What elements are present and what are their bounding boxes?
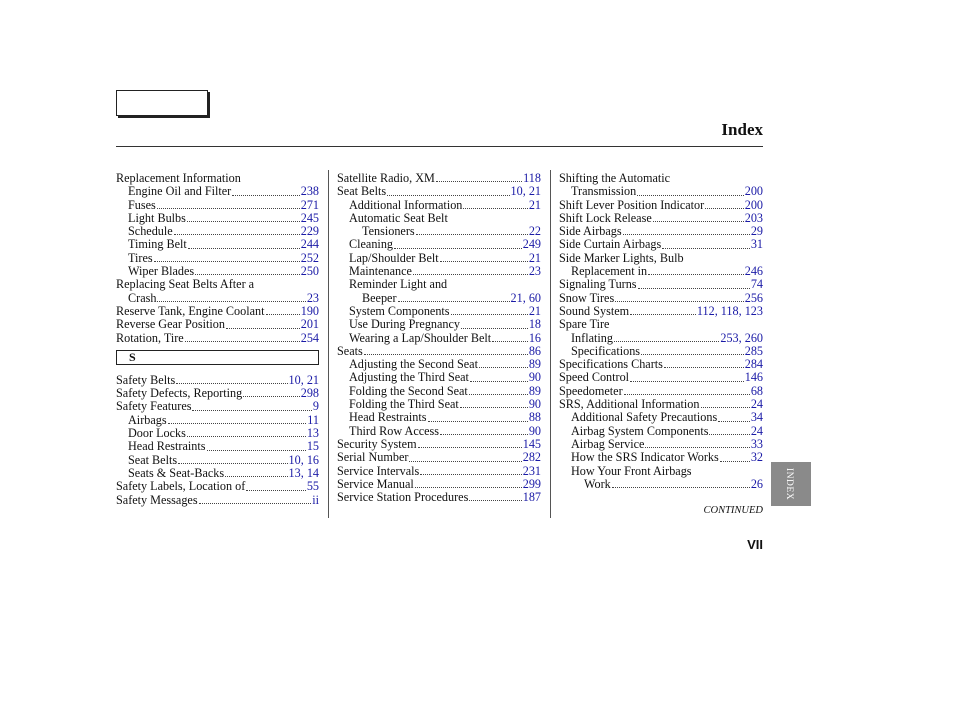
page-reference-link[interactable]: 18 bbox=[528, 317, 541, 332]
index-entry bbox=[337, 491, 541, 504]
page-reference-link[interactable]: 34 bbox=[750, 410, 763, 425]
index-entry bbox=[559, 185, 763, 198]
index-entry-label: Schedule bbox=[128, 224, 173, 239]
dot-leader bbox=[226, 319, 300, 329]
dot-leader bbox=[225, 467, 287, 477]
dot-leader bbox=[720, 452, 750, 462]
index-entry bbox=[337, 371, 541, 384]
index-entry-label: Airbags bbox=[128, 412, 167, 427]
dot-leader bbox=[630, 305, 696, 315]
dot-leader bbox=[469, 491, 521, 501]
index-entry-label: Airbag System Components bbox=[571, 423, 709, 438]
dot-leader bbox=[418, 438, 522, 448]
page-reference-link[interactable]: 26 bbox=[750, 476, 763, 491]
dot-leader bbox=[187, 427, 306, 437]
dot-leader bbox=[199, 494, 312, 504]
index-entry bbox=[116, 318, 319, 331]
index-entry-label: Reverse Gear Position bbox=[116, 317, 225, 332]
page-reference-link[interactable]: 15 bbox=[306, 439, 319, 454]
index-entry bbox=[337, 345, 541, 358]
index-entry-label: Snow Tires bbox=[559, 290, 615, 305]
index-entry bbox=[116, 440, 319, 453]
page-reference-link[interactable]: 284 bbox=[744, 357, 763, 372]
dot-leader bbox=[662, 239, 750, 249]
dot-leader bbox=[440, 425, 528, 435]
index-entry-label: System Components bbox=[349, 303, 450, 318]
index-entry-label: Folding the Second Seat bbox=[349, 383, 468, 398]
index-entry bbox=[337, 438, 541, 451]
index-entry bbox=[559, 411, 763, 424]
index-entry-label: Service Manual bbox=[337, 476, 414, 491]
index-entry-label: Speed Control bbox=[559, 370, 630, 385]
column-divider bbox=[550, 170, 551, 518]
index-entry-label: Shifting the Automatic bbox=[559, 171, 671, 185]
index-entry-label: Safety Features bbox=[116, 399, 192, 414]
index-entry bbox=[559, 358, 763, 371]
dot-leader bbox=[195, 265, 300, 275]
dot-leader bbox=[420, 465, 521, 475]
index-entry bbox=[337, 358, 541, 371]
index-entry-label: Safety Defects, Reporting bbox=[116, 386, 243, 401]
index-entry bbox=[337, 411, 541, 424]
dot-leader bbox=[436, 172, 522, 182]
dot-leader bbox=[451, 305, 528, 315]
index-entry-label: Third Row Access bbox=[349, 423, 440, 438]
index-entry-label: Specifications Charts bbox=[559, 357, 663, 372]
index-entry bbox=[116, 278, 319, 291]
dot-leader bbox=[398, 292, 510, 302]
page-reference-link[interactable]: 24 bbox=[750, 423, 763, 438]
index-entry-label: Tensioners bbox=[362, 224, 415, 239]
index-entry bbox=[116, 265, 319, 278]
index-entry bbox=[559, 278, 763, 291]
index-entry-label: Use During Pregnancy bbox=[349, 317, 461, 332]
index-entry bbox=[116, 199, 319, 212]
dot-leader bbox=[630, 372, 744, 382]
index-entry bbox=[116, 414, 319, 427]
index-entry bbox=[116, 305, 319, 318]
index-entry bbox=[337, 238, 541, 251]
continued-note: CONTINUED bbox=[703, 505, 763, 516]
dot-leader bbox=[188, 239, 300, 249]
index-entry-label: How Your Front Airbags bbox=[571, 463, 692, 478]
dot-leader bbox=[232, 186, 299, 196]
page-reference-link[interactable]: 90 bbox=[528, 397, 541, 412]
index-entry bbox=[337, 332, 541, 345]
index-entry-label: Side Marker Lights, Bulb bbox=[559, 250, 684, 265]
dot-leader bbox=[612, 478, 750, 488]
index-entry-label: Head Restraints bbox=[349, 410, 427, 425]
dot-leader bbox=[701, 398, 750, 408]
dot-leader bbox=[469, 385, 528, 395]
index-entry bbox=[559, 212, 763, 225]
index-entry bbox=[116, 332, 319, 345]
index-entry-label: Adjusting the Third Seat bbox=[349, 370, 469, 385]
page-reference-link[interactable]: 11 bbox=[307, 412, 319, 427]
column-divider bbox=[328, 170, 329, 518]
page-reference-link[interactable]: 31 bbox=[750, 237, 763, 252]
index-entry bbox=[337, 185, 541, 198]
index-entry bbox=[559, 238, 763, 251]
page-reference-link[interactable]: 23 bbox=[528, 264, 541, 279]
page-reference-link[interactable]: 21 bbox=[528, 197, 541, 212]
title-rule bbox=[116, 146, 763, 147]
index-entry-label: Side Curtain Airbags bbox=[559, 237, 662, 252]
index-side-tab-label: INDEX bbox=[784, 468, 794, 501]
page-reference-link[interactable]: ii bbox=[312, 492, 319, 507]
index-entry-label: Fuses bbox=[128, 197, 156, 212]
page-reference-link[interactable]: 23 bbox=[306, 290, 319, 305]
page-reference-link[interactable]: 285 bbox=[744, 343, 763, 358]
dot-leader bbox=[492, 332, 528, 342]
page-reference-link[interactable]: 246 bbox=[744, 264, 763, 279]
page-reference-link[interactable]: 13, 14 bbox=[288, 465, 319, 480]
dot-leader bbox=[664, 358, 744, 368]
dot-leader bbox=[615, 292, 744, 302]
index-entry bbox=[559, 345, 763, 358]
page-reference-link[interactable]: 33 bbox=[750, 436, 763, 451]
index-entry bbox=[116, 374, 319, 387]
page-reference-link[interactable]: 16 bbox=[528, 330, 541, 345]
page-reference-link[interactable]: 254 bbox=[300, 330, 319, 345]
page-reference-link[interactable]: 74 bbox=[750, 277, 763, 292]
index-entry bbox=[559, 478, 763, 491]
index-entry-label: SRS, Additional Information bbox=[559, 397, 700, 412]
index-entry bbox=[559, 292, 763, 305]
index-entry bbox=[559, 371, 763, 384]
page-reference-link[interactable]: 238 bbox=[300, 184, 319, 199]
dot-leader bbox=[176, 374, 287, 384]
index-entry-label: Beeper bbox=[362, 290, 397, 305]
dot-leader bbox=[154, 252, 300, 262]
dot-leader bbox=[246, 481, 306, 491]
index-entry-label: Airbag Service bbox=[571, 436, 645, 451]
index-entry-label: How the SRS Indicator Works bbox=[571, 450, 719, 465]
index-side-tab[interactable] bbox=[771, 462, 811, 506]
index-entry bbox=[116, 467, 319, 480]
dot-leader bbox=[174, 225, 300, 235]
page-reference-link[interactable]: 271 bbox=[300, 197, 319, 212]
index-entry-label: Adjusting the Second Seat bbox=[349, 357, 478, 372]
index-column-3 bbox=[559, 172, 763, 491]
dot-leader bbox=[266, 305, 300, 315]
dot-leader bbox=[157, 292, 305, 302]
page-reference-link[interactable]: 89 bbox=[528, 383, 541, 398]
index-entry bbox=[337, 478, 541, 491]
index-entry-label: Service Station Procedures bbox=[337, 490, 469, 505]
page-title: Index bbox=[721, 120, 763, 139]
dot-leader bbox=[187, 212, 300, 222]
page-reference-link[interactable]: 299 bbox=[522, 476, 541, 491]
index-entry-label: Replacement Information bbox=[116, 171, 241, 185]
index-entry-label: Reserve Tank, Engine Coolant bbox=[116, 303, 265, 318]
page-reference-link[interactable]: 10, 21 bbox=[510, 184, 541, 199]
index-entry bbox=[337, 252, 541, 265]
index-entry-label: Automatic Seat Belt bbox=[349, 210, 448, 225]
index-entry bbox=[116, 480, 319, 493]
index-entry bbox=[337, 398, 541, 411]
index-entry-label: Seat Belts bbox=[337, 184, 387, 199]
dot-leader bbox=[614, 332, 719, 342]
page-reference-link[interactable]: 145 bbox=[522, 436, 541, 451]
page-reference-link[interactable]: 86 bbox=[528, 343, 541, 358]
dot-leader bbox=[637, 186, 743, 196]
dot-leader bbox=[624, 385, 750, 395]
dot-leader bbox=[428, 412, 528, 422]
page-reference-link[interactable]: 112, 118, 123 bbox=[696, 303, 763, 318]
index-entry-label: Safety Labels, Location of bbox=[116, 479, 246, 494]
index-entry-label: Additional Safety Precautions bbox=[571, 410, 718, 425]
page-reference-link[interactable]: 118 bbox=[523, 171, 541, 185]
index-entry bbox=[337, 212, 541, 225]
index-entry-label: Light Bulbs bbox=[128, 210, 186, 225]
dot-leader bbox=[413, 265, 528, 275]
dot-leader bbox=[364, 345, 528, 355]
index-entry-label: Satellite Radio, XM bbox=[337, 171, 435, 185]
index-entry-label: Spare Tire bbox=[559, 317, 610, 332]
index-entry-label: Maintenance bbox=[349, 264, 412, 279]
index-entry-label: Additional Information bbox=[349, 197, 463, 212]
page-reference-link[interactable]: 90 bbox=[528, 370, 541, 385]
page-reference-link[interactable]: 200 bbox=[744, 184, 763, 199]
dot-leader bbox=[243, 387, 299, 397]
page-reference-link[interactable]: 13 bbox=[306, 426, 319, 441]
page-reference-link[interactable]: 90 bbox=[528, 423, 541, 438]
page-reference-link[interactable]: 10, 16 bbox=[288, 452, 319, 467]
index-entry bbox=[337, 305, 541, 318]
index-entry bbox=[116, 400, 319, 413]
index-entry bbox=[559, 199, 763, 212]
page-reference-link[interactable]: 201 bbox=[300, 317, 319, 332]
dot-leader bbox=[623, 225, 750, 235]
index-entry-label: Service Intervals bbox=[337, 463, 420, 478]
index-entry-label: Seats bbox=[337, 343, 363, 358]
index-entry bbox=[337, 225, 541, 238]
index-entry-label: Seat Belts bbox=[128, 452, 178, 467]
index-entry bbox=[337, 318, 541, 331]
index-entry-label: Timing Belt bbox=[128, 237, 187, 252]
page-reference-link[interactable]: 89 bbox=[528, 357, 541, 372]
dot-leader bbox=[394, 239, 522, 249]
page-reference-link[interactable]: 24 bbox=[750, 397, 763, 412]
page-reference-link[interactable]: 21 bbox=[528, 250, 541, 265]
index-entry bbox=[559, 318, 763, 331]
dot-leader bbox=[705, 199, 744, 209]
index-entry bbox=[116, 494, 319, 507]
index-entry bbox=[116, 387, 319, 400]
index-entry-label: Tires bbox=[128, 250, 153, 265]
index-entry-label: Work bbox=[584, 476, 611, 491]
index-entry bbox=[337, 199, 541, 212]
page-reference-link[interactable]: 146 bbox=[744, 370, 763, 385]
dot-leader bbox=[641, 345, 744, 355]
index-entry bbox=[559, 385, 763, 398]
index-entry bbox=[116, 292, 319, 305]
index-entry bbox=[116, 454, 319, 467]
page-number: VII bbox=[747, 537, 763, 552]
index-entry bbox=[337, 425, 541, 438]
dot-leader bbox=[207, 441, 306, 451]
dot-leader bbox=[718, 412, 750, 422]
dot-leader bbox=[192, 401, 311, 411]
index-entry bbox=[337, 172, 541, 185]
index-entry bbox=[116, 172, 319, 185]
index-entry-label: Head Restraints bbox=[128, 439, 206, 454]
index-entry-label: Security System bbox=[337, 436, 417, 451]
index-entry-label: Shift Lock Release bbox=[559, 210, 652, 225]
index-entry-label: Reminder Light and bbox=[349, 277, 448, 292]
index-entry bbox=[337, 278, 541, 291]
page-reference-link[interactable]: 200 bbox=[744, 197, 763, 212]
index-entry bbox=[559, 398, 763, 411]
page-reference-link[interactable]: 250 bbox=[300, 264, 319, 279]
index-entry bbox=[559, 451, 763, 464]
index-entry bbox=[116, 238, 319, 251]
page-reference-link[interactable]: 252 bbox=[300, 250, 319, 265]
page-reference-link[interactable]: 229 bbox=[300, 224, 319, 239]
index-entry bbox=[559, 252, 763, 265]
index-entry bbox=[337, 385, 541, 398]
index-entry-label: Engine Oil and Filter bbox=[128, 184, 232, 199]
dot-leader bbox=[638, 279, 750, 289]
index-entry-label: Rotation, Tire bbox=[116, 330, 184, 345]
index-entry-label: Wiper Blades bbox=[128, 264, 195, 279]
page-reference-link[interactable]: 245 bbox=[300, 210, 319, 225]
dot-leader bbox=[461, 319, 528, 329]
index-entry-label: Shift Lever Position Indicator bbox=[559, 197, 705, 212]
index-entry bbox=[116, 427, 319, 440]
page-reference-link[interactable]: 10, 21 bbox=[288, 372, 319, 387]
index-entry-label: Replacing Seat Belts After a bbox=[116, 277, 255, 292]
index-entry bbox=[559, 225, 763, 238]
dot-leader bbox=[440, 252, 528, 262]
index-entry-label: Seats & Seat-Backs bbox=[128, 465, 225, 480]
page-reference-link[interactable]: 244 bbox=[300, 237, 319, 252]
index-entry bbox=[116, 252, 319, 265]
dot-leader bbox=[409, 452, 521, 462]
index-entry-label: Speedometer bbox=[559, 383, 623, 398]
index-entry bbox=[116, 225, 319, 238]
index-entry bbox=[559, 305, 763, 318]
page-reference-link[interactable]: 249 bbox=[522, 237, 541, 252]
index-entry-label: Signaling Turns bbox=[559, 277, 637, 292]
page-reference-link[interactable]: 29 bbox=[750, 224, 763, 239]
index-entry-label: Lap/Shoulder Belt bbox=[349, 250, 439, 265]
dot-leader bbox=[709, 425, 749, 435]
index-entry bbox=[116, 212, 319, 225]
page-reference-link[interactable]: 22 bbox=[528, 224, 541, 239]
page-reference-link[interactable]: 203 bbox=[744, 210, 763, 225]
index-entry bbox=[116, 185, 319, 198]
index-entry bbox=[337, 265, 541, 278]
page-reference-link[interactable]: 21 bbox=[528, 303, 541, 318]
page-reference-link[interactable]: 187 bbox=[522, 490, 541, 505]
index-entry-label: Crash bbox=[128, 290, 157, 305]
page-reference-link[interactable]: 256 bbox=[744, 290, 763, 305]
page-reference-link[interactable]: 231 bbox=[522, 463, 541, 478]
index-entry bbox=[559, 438, 763, 451]
page-reference-link[interactable]: 253, 260 bbox=[720, 330, 763, 345]
index-entry bbox=[559, 332, 763, 345]
index-entry-label: Sound System bbox=[559, 303, 630, 318]
dot-leader bbox=[185, 332, 300, 342]
page-reference-link[interactable]: 298 bbox=[300, 386, 319, 401]
index-entry-label: Wearing a Lap/Shoulder Belt bbox=[349, 330, 492, 345]
page-reference-link[interactable]: 68 bbox=[750, 383, 763, 398]
dot-leader bbox=[157, 199, 300, 209]
index-entry-label: Cleaning bbox=[349, 237, 394, 252]
index-entry-label: Folding the Third Seat bbox=[349, 397, 459, 412]
page-reference-link[interactable]: 9 bbox=[312, 399, 319, 414]
dot-leader bbox=[415, 478, 522, 488]
dot-leader bbox=[653, 212, 744, 222]
page-reference-link[interactable]: 55 bbox=[306, 479, 319, 494]
index-entry bbox=[559, 172, 763, 185]
dot-leader bbox=[479, 358, 528, 368]
index-entry-label: Safety Messages bbox=[116, 492, 198, 507]
index-entry bbox=[337, 465, 541, 478]
index-entry-label: Safety Belts bbox=[116, 372, 176, 387]
index-column-2 bbox=[337, 172, 541, 504]
index-entry-label: Serial Number bbox=[337, 450, 409, 465]
dot-leader bbox=[463, 199, 527, 209]
index-entry bbox=[559, 465, 763, 478]
dot-leader bbox=[387, 186, 509, 196]
dot-leader bbox=[178, 454, 287, 464]
index-column-1 bbox=[116, 172, 319, 507]
section-letter-s: S bbox=[116, 350, 319, 365]
page-reference-link[interactable]: 190 bbox=[300, 303, 319, 318]
dot-leader bbox=[168, 414, 307, 424]
index-entry-label: Door Locks bbox=[128, 426, 186, 441]
dot-leader bbox=[416, 225, 528, 235]
page-reference-link[interactable]: 32 bbox=[750, 450, 763, 465]
index-entry-label: Replacement in bbox=[571, 264, 648, 279]
dot-leader bbox=[460, 398, 528, 408]
index-entry-label: Transmission bbox=[571, 184, 637, 199]
page-reference-link[interactable]: 282 bbox=[522, 450, 541, 465]
index-entry bbox=[337, 292, 541, 305]
index-entry-label: Inflating bbox=[571, 330, 613, 345]
dot-leader bbox=[645, 438, 749, 448]
page-reference-link[interactable]: 21, 60 bbox=[510, 290, 541, 305]
page-reference-link[interactable]: 88 bbox=[528, 410, 541, 425]
index-entry bbox=[337, 451, 541, 464]
index-entry bbox=[559, 425, 763, 438]
index-entry bbox=[559, 265, 763, 278]
blank-header-box bbox=[116, 90, 208, 116]
dot-leader bbox=[470, 372, 528, 382]
index-entry-label: Side Airbags bbox=[559, 224, 622, 239]
dot-leader bbox=[648, 265, 744, 275]
index-entry-label: Specifications bbox=[571, 343, 641, 358]
